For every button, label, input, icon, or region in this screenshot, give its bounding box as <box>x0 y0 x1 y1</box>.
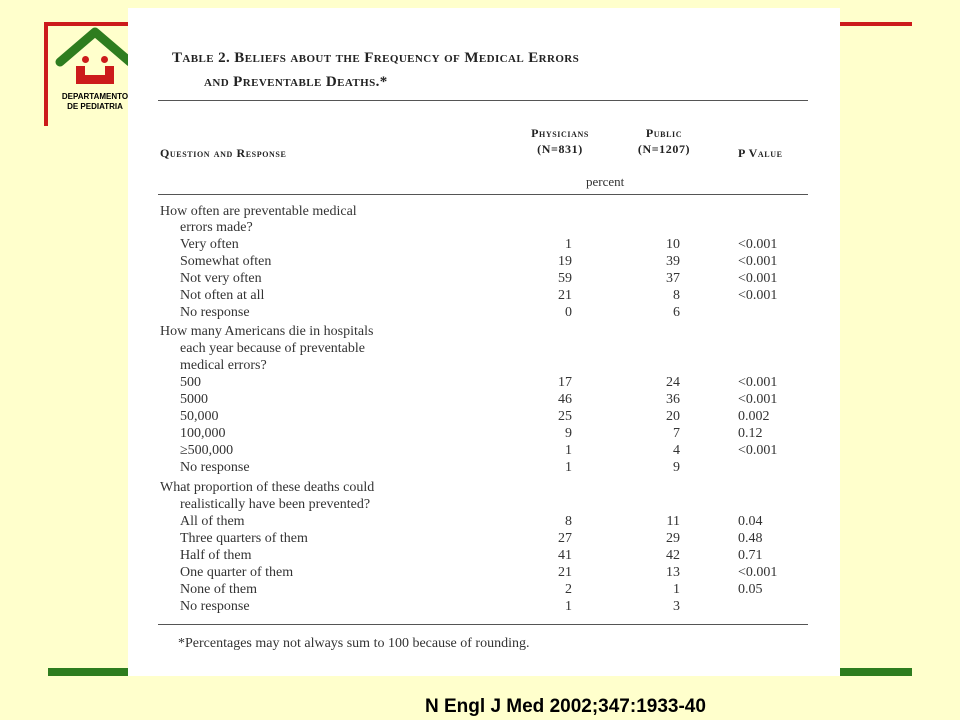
row-public: 1 <box>673 582 680 597</box>
row-label: None of them <box>180 582 257 597</box>
house-logo-icon <box>52 26 138 96</box>
row-public: 7 <box>673 426 680 441</box>
row-public: 11 <box>666 514 680 529</box>
row-physicians: 27 <box>558 531 572 546</box>
row-pvalue: 0.002 <box>738 409 770 424</box>
row-label: No response <box>180 305 250 320</box>
row-label: Three quarters of them <box>180 531 308 546</box>
row-label: All of them <box>180 514 245 529</box>
table-title-line1: Table 2. Beliefs about the Frequency of Medical Errors <box>172 50 580 66</box>
red-border-top-right <box>840 22 912 26</box>
row-physicians: 0 <box>565 305 572 320</box>
row-label: Very often <box>180 237 239 252</box>
row-physicians: 17 <box>558 375 572 390</box>
row-public: 42 <box>666 548 680 563</box>
row-physicians: 8 <box>565 514 572 529</box>
row-public: 4 <box>673 443 680 458</box>
row-physicians: 1 <box>565 237 572 252</box>
row-label: 5000 <box>180 392 208 407</box>
row-pvalue: <0.001 <box>738 288 778 303</box>
row-pvalue: 0.48 <box>738 531 763 546</box>
row-pvalue: <0.001 <box>738 392 778 407</box>
row-physicians: 19 <box>558 254 572 269</box>
row-pvalue: 0.05 <box>738 582 763 597</box>
question-1-line2: errors made? <box>180 220 253 235</box>
table-figure <box>128 8 840 676</box>
question-1-line1: How often are preventable medical <box>160 204 357 219</box>
column-header-question: Question and Response <box>160 146 287 160</box>
row-label: Not often at all <box>180 288 265 303</box>
row-public: 8 <box>673 288 680 303</box>
green-border-bottom-left <box>48 668 128 676</box>
column-header-physicians: Physicians <box>531 126 589 140</box>
row-pvalue: <0.001 <box>738 443 778 458</box>
logo-text-line2: DE PEDIATRIA <box>67 102 123 111</box>
row-physicians: 1 <box>565 599 572 614</box>
table-rule-top <box>158 100 808 101</box>
row-label: One quarter of them <box>180 565 294 580</box>
row-pvalue: 0.71 <box>738 548 763 563</box>
row-pvalue: 0.12 <box>738 426 763 441</box>
table-rule-bottom <box>158 624 808 625</box>
question-3-line2: realistically have been prevented? <box>180 497 371 512</box>
row-public: 39 <box>666 254 680 269</box>
row-public: 6 <box>673 305 680 320</box>
row-physicians: 21 <box>558 288 572 303</box>
row-physicians: 9 <box>565 426 572 441</box>
column-header-physicians-n: (N=831) <box>537 142 583 156</box>
row-public: 36 <box>666 392 680 407</box>
row-label: Half of them <box>180 548 252 563</box>
row-physicians: 46 <box>558 392 572 407</box>
row-label: ≥500,000 <box>180 443 234 458</box>
unit-label: percent <box>586 174 625 189</box>
row-pvalue: <0.001 <box>738 237 778 252</box>
table-footnote: *Percentages may not always sum to 100 because of rounding. <box>178 636 530 651</box>
row-pvalue: 0.04 <box>738 514 763 529</box>
red-border-vertical <box>44 22 48 126</box>
row-label: No response <box>180 599 250 614</box>
question-2-line2: each year because of preventable <box>180 341 365 356</box>
row-public: 10 <box>666 237 680 252</box>
row-physicians: 1 <box>565 460 572 475</box>
column-header-public-n: (N=1207) <box>637 142 691 156</box>
table-title-line2: and Preventable Deaths.* <box>204 74 388 90</box>
row-label: 50,000 <box>180 409 219 424</box>
row-label: No response <box>180 460 250 475</box>
row-label: 100,000 <box>180 426 226 441</box>
question-2-line1: How many Americans die in hospitals <box>160 324 374 339</box>
row-physicians: 2 <box>565 582 572 597</box>
row-physicians: 59 <box>558 271 572 286</box>
row-pvalue: <0.001 <box>738 375 778 390</box>
row-public: 37 <box>666 271 680 286</box>
row-public: 9 <box>673 460 680 475</box>
row-physicians: 21 <box>558 565 572 580</box>
column-header-pvalue: P Value <box>738 146 783 160</box>
column-header-public: Public <box>645 126 683 140</box>
question-2-line3: medical errors? <box>180 358 267 373</box>
row-physicians: 1 <box>565 443 572 458</box>
row-physicians: 25 <box>558 409 572 424</box>
row-public: 3 <box>673 599 680 614</box>
department-logo <box>52 26 138 118</box>
table-rule-header <box>158 194 808 195</box>
row-public: 20 <box>666 409 680 424</box>
citation: N Engl J Med 2002;347:1933-40 <box>425 696 706 717</box>
row-public: 29 <box>666 531 680 546</box>
question-3-line1: What proportion of these deaths could <box>160 480 375 495</box>
row-public: 13 <box>666 565 680 580</box>
row-label: 500 <box>180 375 201 390</box>
row-pvalue: <0.001 <box>738 565 778 580</box>
logo-text-line1: DEPARTAMENTO <box>61 92 129 101</box>
row-pvalue: <0.001 <box>738 271 778 286</box>
green-border-bottom-right <box>840 668 912 676</box>
row-label: Not very often <box>180 271 262 286</box>
row-physicians: 41 <box>558 548 572 563</box>
row-public: 24 <box>666 375 680 390</box>
row-pvalue: <0.001 <box>738 254 778 269</box>
row-label: Somewhat often <box>180 254 272 269</box>
